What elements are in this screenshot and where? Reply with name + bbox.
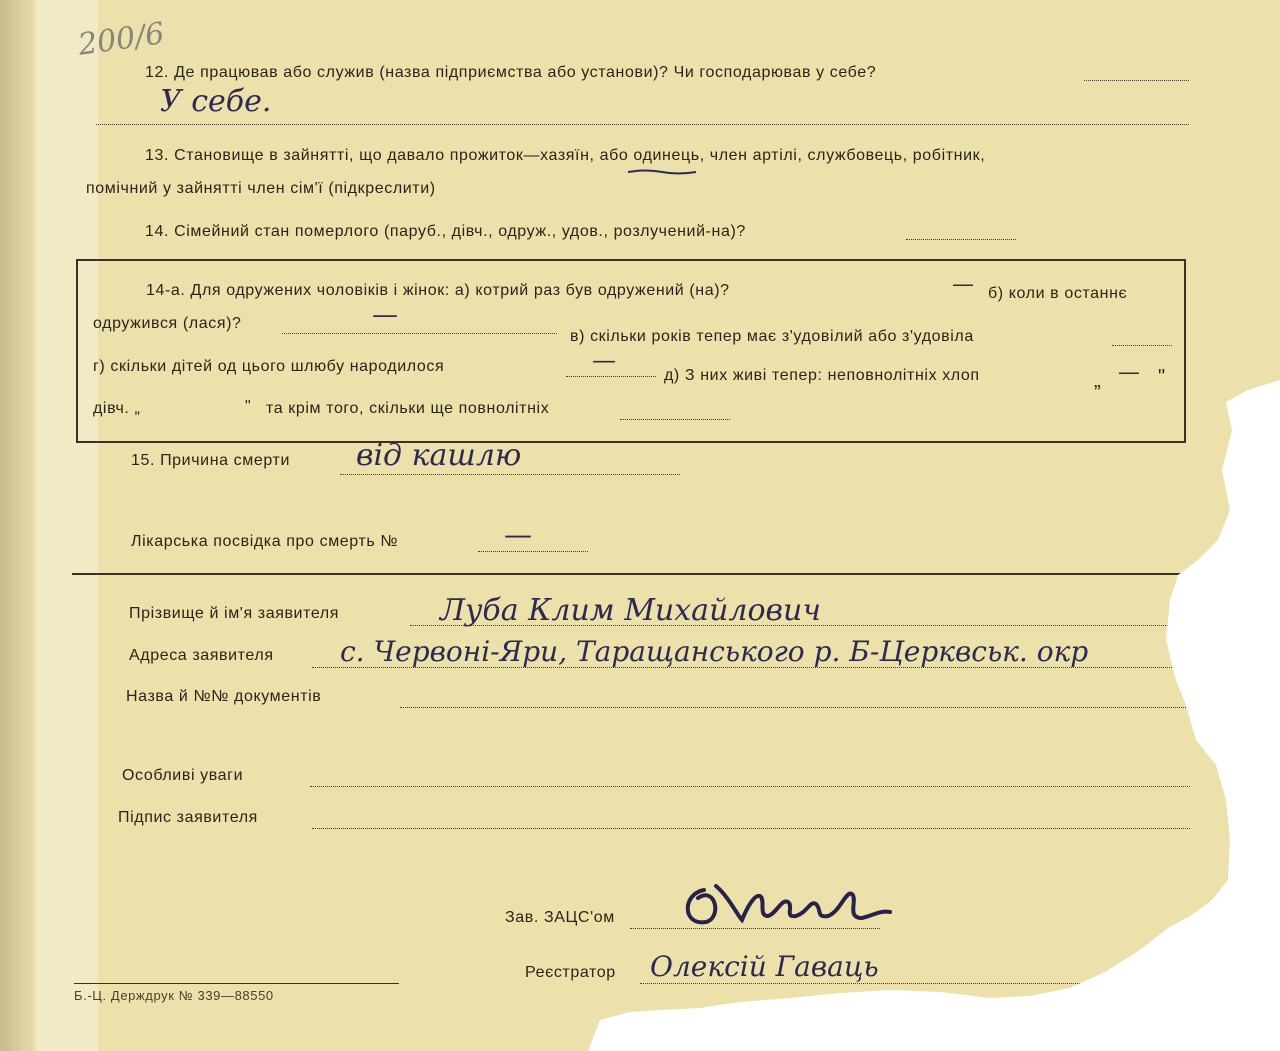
applicant-address-label: Адреса заявителя	[129, 647, 274, 664]
q14-label: 14. Сімейний стан померлого (паруб., дівч., одруж., удов., розлучений-на)?	[145, 223, 746, 240]
q14a-line4-start: дівч. „	[93, 400, 141, 417]
applicant-docs-label: Назва й №№ документів	[126, 688, 322, 705]
q14a-line3-quote-open: „	[1094, 370, 1102, 392]
print-footer: Б.-Ц. Держдрук № 339—88550	[74, 988, 274, 1003]
q14a-line1-answer: —	[952, 272, 974, 297]
q14a-line3-quote-close: "	[1158, 366, 1166, 388]
pencil-note: 200/6	[75, 16, 167, 63]
applicant-address-value: с. Червоні-Яри, Таращанського р. Б-Церквськ. окр	[340, 635, 1089, 668]
q14a-line3-start: г) скільки дітей од цього шлюбу народилося	[93, 358, 445, 375]
q14a-line4-quote-close: "	[245, 398, 252, 415]
applicant-name-label: Прізвище й ім'я заявителя	[129, 605, 340, 622]
q12-label: 12. Де працював або служив (назва підприємства або установи)? Чи господарював у себе?	[145, 64, 877, 81]
applicant-remarks-label: Особливі уваги	[122, 767, 244, 784]
q14a-line4-end: та крім того, скільки ще повнолітніх	[266, 400, 550, 417]
q14a-line3-mid: д) З них живі тепер: неповнолітніх хлоп	[664, 367, 980, 384]
q14a-line2-end: в) скільки років тепер має з'удовілий або з'удовіла	[570, 328, 974, 345]
applicant-signature-label: Підпис заявителя	[118, 809, 258, 826]
medical-cert-answer: —	[504, 518, 532, 551]
head-label: Зав. ЗАЦС'ом	[505, 909, 615, 926]
q15-answer: від кашлю	[356, 438, 522, 473]
q14a-line3-answer: —	[592, 346, 616, 374]
q14a-line2-start: одружився (лася)?	[93, 315, 242, 332]
q15-label: 15. Причина смерти	[131, 452, 290, 469]
q14a-line2-answer: —	[372, 300, 398, 330]
q13-label-line2: помічний у зайнятті член сім'ї (підкреслити)	[86, 180, 436, 197]
registrar-signature: Олексій Гаваць	[650, 950, 879, 983]
registrar-label: Реєстратор	[525, 964, 616, 981]
q12-answer: У себе.	[160, 84, 272, 119]
q14a-line1: 14-а. Для одружених чоловіків і жінок: а) котрий раз був одружений (на)?	[146, 282, 730, 299]
medical-cert-label: Лікарська посвідка про смерть №	[131, 533, 399, 550]
q14a-line3-quote-answer: —	[1118, 360, 1140, 385]
q13-label-line1: 13. Становище в зайнятті, що давало прожиток—хазяїн, або одинець, член артілі, службовець, робітник,	[145, 147, 986, 164]
q14a-line1-end: б) коли в останнє	[988, 285, 1128, 302]
applicant-name-value: Луба Клим Михайлович	[440, 593, 821, 628]
